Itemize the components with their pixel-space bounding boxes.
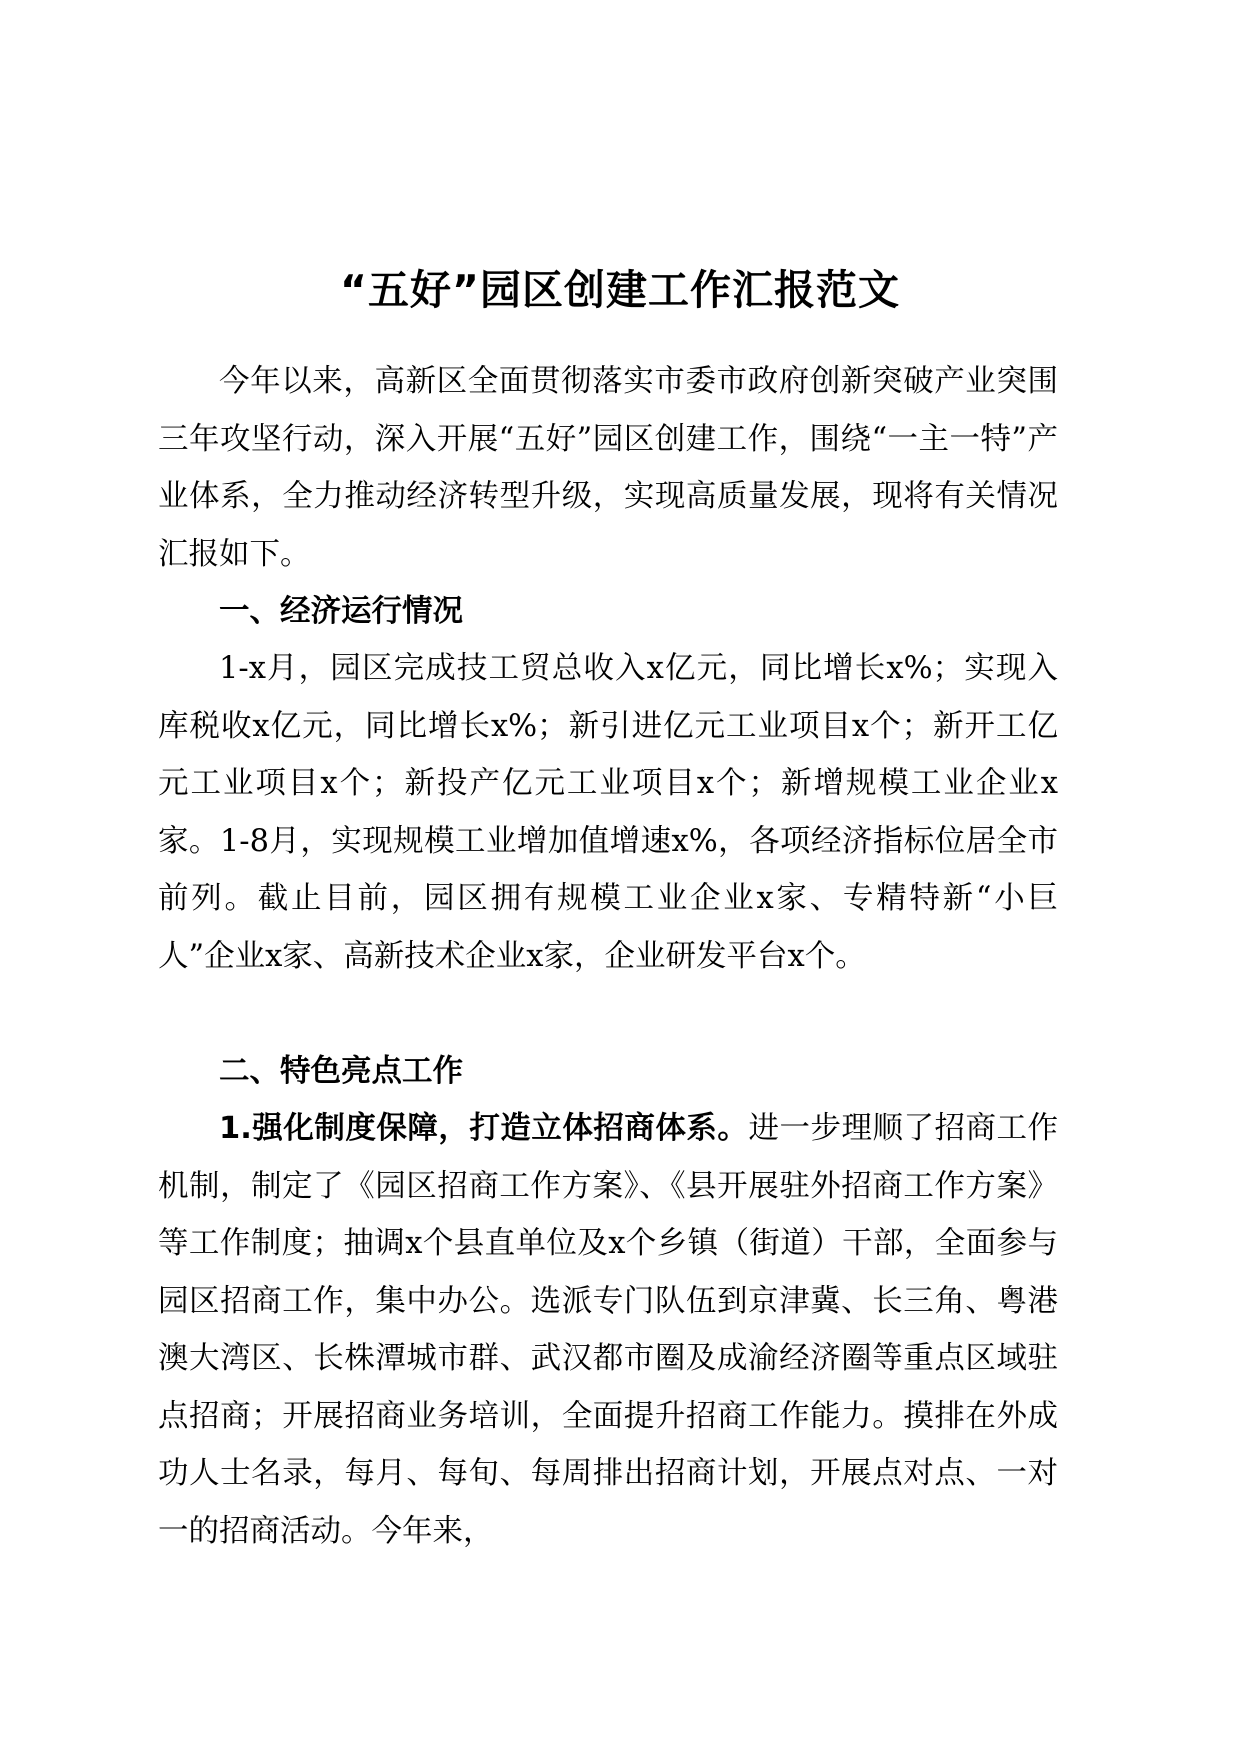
section-heading-highlights: 二、特色亮点工作 bbox=[219, 1054, 463, 1089]
intro-paragraph: 今年以来，高新区全面贯彻落实市委市政府创新突破产业突围三年攻坚行动，深入开展“五好”园区创建工作，围绕“一主一特”产业体系，全力推动经济转型升级，实现高质量发展，现将有关情况汇报如下。 bbox=[158, 364, 1058, 572]
document-title: “五好”园区创建工作汇报范文 bbox=[340, 266, 900, 314]
highlight-item-1-paragraph bbox=[158, 1100, 1058, 1560]
highlight-item-1-text: 进一步理顺了招商工作机制，制定了《园区招商工作方案》、《县开展驻外招商工作方案》等工作制度；抽调x个县直单位及x个乡镇（街道）干部，全面参与园区招商工作，集中办公。选派专门队伍到京津冀、长三角、粤港澳大湾区、长株潭城市群、武汉都市圈及成渝经济圈等重点区域驻点招商；开展招商业务培训，全面提升招商工作能力。摸排在外成功人士名录，每月、每旬、每周排出招商计划，开展点对点、一对一的招商活动。今年来， bbox=[158, 1111, 1059, 1549]
section-heading-economy: 一、经济运行情况 bbox=[219, 594, 463, 629]
economy-paragraph: 1-x月，园区完成技工贸总收入x亿元，同比增长x%；实现入库税收x亿元，同比增长x%；新引进亿元工业项目x个；新开工亿元工业项目x个；新投产亿元工业项目x个；新增规模工业企业x家。1-8月，实现规模工业增加值增速x%，各项经济指标位居全市前列。截止目前，园区拥有规模工业企业x家、专精特新“小巨人”企业x家、高新技术企业x家，企业研发平台x个。 bbox=[158, 651, 1058, 974]
highlight-item-1-lead: 1.强化制度保障，打造立体招商体系。 bbox=[219, 1111, 749, 1146]
